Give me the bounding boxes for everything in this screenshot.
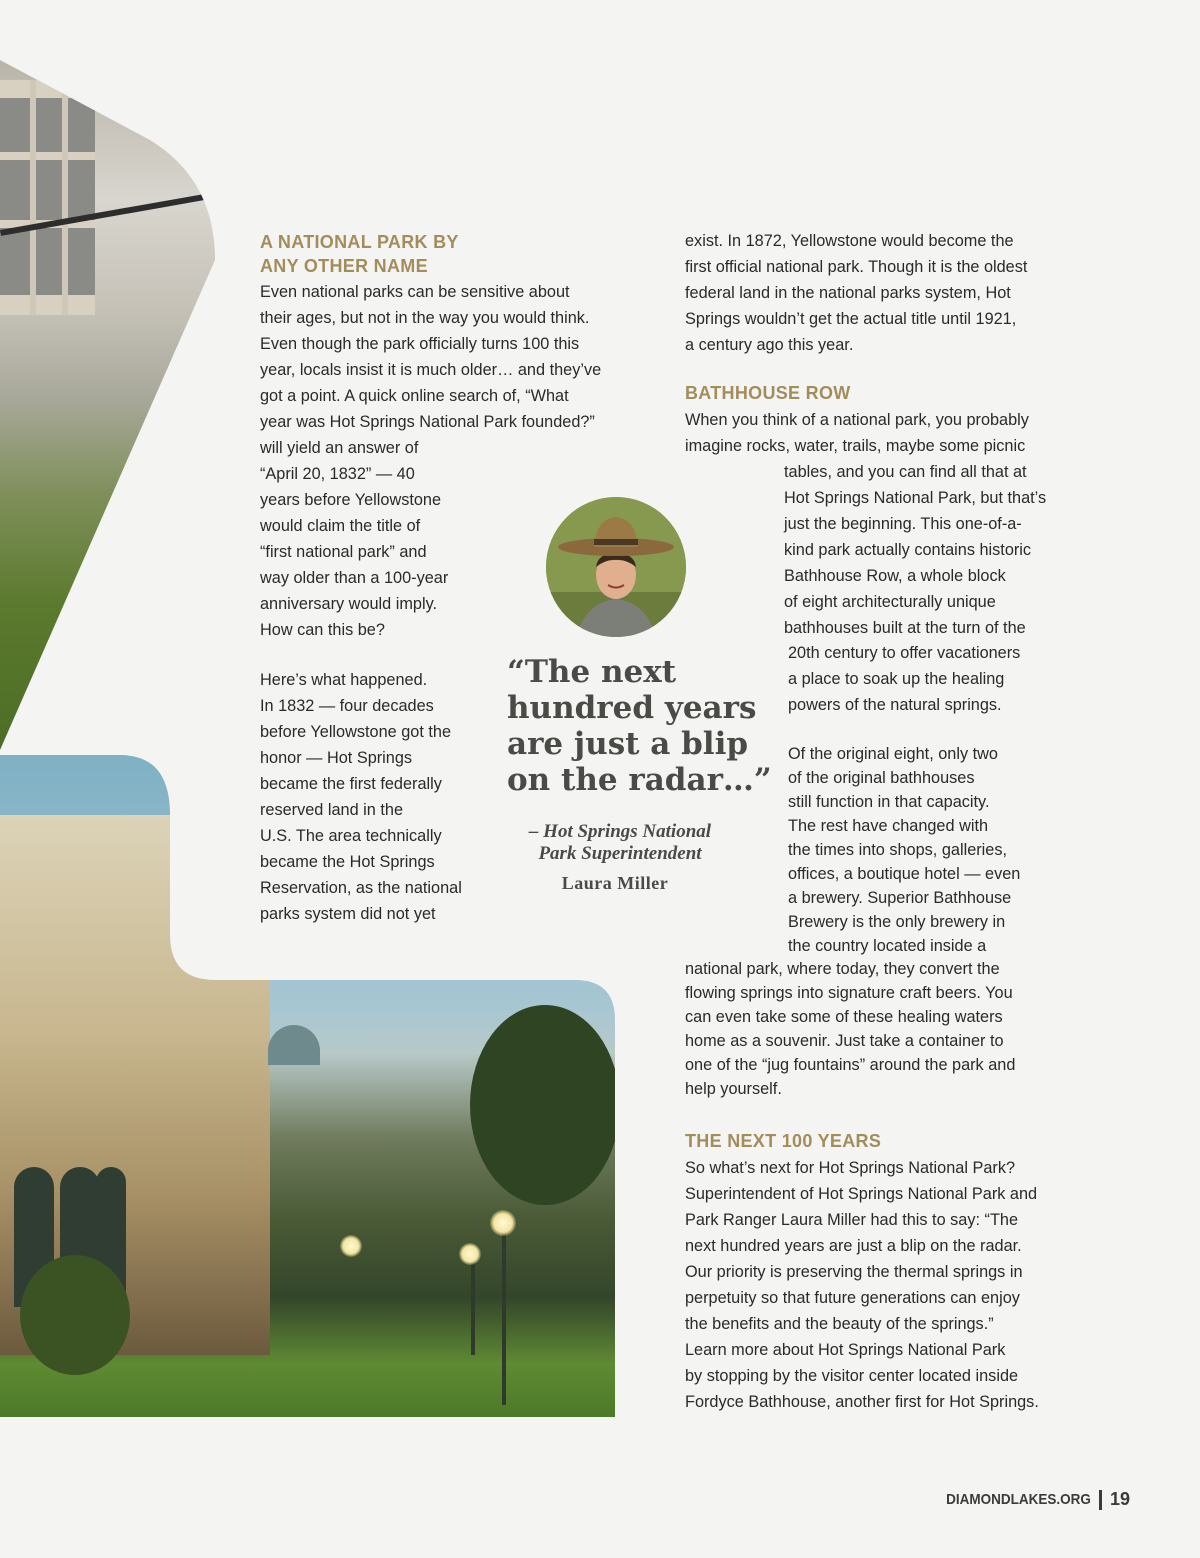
- paragraph-national-park-intro: [685, 407, 1029, 459]
- website-link[interactable]: DIAMONDLAKES.ORG: [946, 1491, 1091, 1508]
- shrub: [20, 1255, 130, 1375]
- text-line: When you think of a national park, you probably: [685, 411, 1029, 429]
- text-line: imagine rocks, water, trails, maybe some picnic: [685, 437, 1026, 455]
- text-line: Our priority is preserving the thermal springs in: [685, 1263, 1023, 1281]
- heading-line: ANY OTHER NAME: [260, 256, 428, 276]
- text-line: Here’s what happened.: [260, 671, 428, 689]
- text-line: will yield an answer of: [260, 439, 419, 457]
- text-line: offices, a boutique hotel — even: [788, 865, 1021, 883]
- text-line: way older than a 100-year: [260, 569, 449, 587]
- text-line: perpetuity so that future generations can enjoy: [685, 1289, 1020, 1307]
- text-line: 20th century to offer vacationers: [788, 644, 1021, 662]
- text-line: year was Hot Springs National Park founded?”: [260, 413, 595, 431]
- text-line: the times into shops, galleries,: [788, 841, 1008, 859]
- quote-author-name: Laura Miller: [561, 873, 669, 893]
- text-line: parks system did not yet: [260, 905, 436, 923]
- section-heading-next-100-years: THE NEXT 100 YEARS: [685, 1131, 882, 1151]
- street-lamp: [490, 1210, 516, 1236]
- text-line: year, locals insist it is much older… and they’ve: [260, 361, 602, 379]
- text-line: help yourself.: [685, 1080, 782, 1098]
- text-line: the benefits and the beauty of the springs.”: [685, 1315, 994, 1333]
- text-line: Bathhouse Row, a whole block: [784, 567, 1006, 585]
- text-line: bathhouses built at the turn of the: [784, 619, 1026, 637]
- text-line: In 1832 — four decades: [260, 697, 434, 715]
- building-window: [0, 80, 95, 315]
- text-line: years before Yellowstone: [260, 491, 442, 509]
- text-line: “April 20, 1832” — 40: [260, 465, 415, 483]
- text-line: just the beginning. This one-of-a-: [784, 515, 1022, 533]
- quote-line: on the radar…”: [507, 762, 772, 798]
- text-line: federal land in the national parks system, Hot: [685, 284, 1011, 302]
- street-lamp: [340, 1235, 362, 1257]
- text-line: a place to soak up the healing: [788, 670, 1005, 688]
- pull-quote: [507, 654, 772, 798]
- text-line: became the Hot Springs: [260, 853, 435, 871]
- quote-line: hundred years: [507, 690, 757, 726]
- text-line: became the first federally: [260, 775, 442, 793]
- text-line: powers of the natural springs.: [788, 696, 1002, 714]
- text-line: Hot Springs National Park, but that’s: [784, 489, 1047, 507]
- text-line: The rest have changed with: [788, 817, 989, 835]
- paragraph-what-happened: [260, 667, 462, 927]
- text-line: Even though the park officially turns 100 this: [260, 335, 580, 353]
- building-dome: [268, 1025, 320, 1065]
- paragraph-bathhouse-row: [784, 459, 1046, 641]
- text-line: before Yellowstone got the: [260, 723, 452, 741]
- text-line: still function in that capacity.: [788, 793, 990, 811]
- text-line: Superintendent of Hot Springs National Park and: [685, 1185, 1038, 1203]
- text-line: How can this be?: [260, 621, 385, 639]
- text-line: got a point. A quick online search of, “What: [260, 387, 569, 405]
- text-line: exist. In 1872, Yellowstone would become the: [685, 232, 1014, 250]
- text-line: Learn more about Hot Springs National Park: [685, 1341, 1006, 1359]
- text-line: Park Ranger Laura Miller had this to say: “The: [685, 1211, 1019, 1229]
- text-line: Springs wouldn’t get the actual title until 1921,: [685, 310, 1017, 328]
- superintendent-portrait: [546, 497, 686, 637]
- text-line: the country located inside a: [788, 937, 987, 955]
- attribution-line: – Hot Springs National: [528, 821, 712, 842]
- text-line: of eight architecturally unique: [784, 593, 996, 611]
- text-line: flowing springs into signature craft beers. You: [685, 984, 1013, 1002]
- text-line: a brewery. Superior Bathhouse: [788, 889, 1012, 907]
- section-heading-bathhouse-row: BATHHOUSE ROW: [685, 383, 851, 403]
- text-line: honor — Hot Springs: [260, 749, 413, 767]
- text-line: national park, where today, they convert the: [685, 960, 1000, 978]
- quote-line: are just a blip: [507, 726, 749, 762]
- text-line: Even national parks can be sensitive about: [260, 283, 570, 301]
- text-line: home as a souvenir. Just take a container to: [685, 1032, 1004, 1050]
- paragraph-healing-springs: [788, 640, 1020, 718]
- paragraph-brewery: [685, 957, 1015, 1101]
- building-detail-photo: [0, 60, 260, 760]
- page-number: 19: [1109, 1489, 1130, 1509]
- page-footer: [930, 1489, 1130, 1510]
- paragraph-yellowstone: [685, 228, 1027, 358]
- text-line: a century ago this year.: [685, 336, 854, 354]
- tree: [470, 1005, 620, 1205]
- text-line: U.S. The area technically: [260, 827, 442, 845]
- text-line: Fordyce Bathhouse, another first for Hot Springs.: [685, 1393, 1039, 1411]
- text-line: Brewery is the only brewery in: [788, 913, 1006, 931]
- quote-attribution: [500, 821, 740, 865]
- text-line: their ages, but not in the way you would think.: [260, 309, 590, 327]
- text-line: “first national park” and: [260, 543, 427, 561]
- section-heading-national-park: [260, 230, 459, 278]
- lamp-post: [502, 1225, 506, 1405]
- text-line: one of the “jug fountains” around the park and: [685, 1056, 1016, 1074]
- lamp-post: [471, 1255, 475, 1355]
- text-line: of the original bathhouses: [788, 769, 975, 787]
- paragraph-next-100-years: [685, 1155, 1039, 1415]
- street-lamp: [459, 1243, 481, 1265]
- text-line: would claim the title of: [260, 517, 421, 535]
- text-line: Of the original eight, only two: [788, 745, 998, 763]
- text-line: kind park actually contains historic: [784, 541, 1032, 559]
- text-line: tables, and you can find all that at: [784, 463, 1027, 481]
- text-line: reserved land in the: [260, 801, 404, 819]
- text-line: can even take some of these healing waters: [685, 1008, 1003, 1026]
- text-line: by stopping by the visitor center located inside: [685, 1367, 1019, 1385]
- text-line: next hundred years are just a blip on the radar.: [685, 1237, 1022, 1255]
- heading-line: A NATIONAL PARK BY: [260, 232, 459, 252]
- portrait-illustration: [546, 497, 686, 637]
- text-line: first official national park. Though it is the oldest: [685, 258, 1028, 276]
- footer-divider: [1099, 1490, 1102, 1510]
- text-line: anniversary would imply.: [260, 595, 438, 613]
- text-line: Reservation, as the national: [260, 879, 462, 897]
- text-line: So what’s next for Hot Springs National Park?: [685, 1159, 1016, 1177]
- quote-line: “The next: [507, 654, 677, 690]
- attribution-line: Park Superintendent: [538, 843, 702, 864]
- paragraph-original-eight: [788, 742, 1020, 958]
